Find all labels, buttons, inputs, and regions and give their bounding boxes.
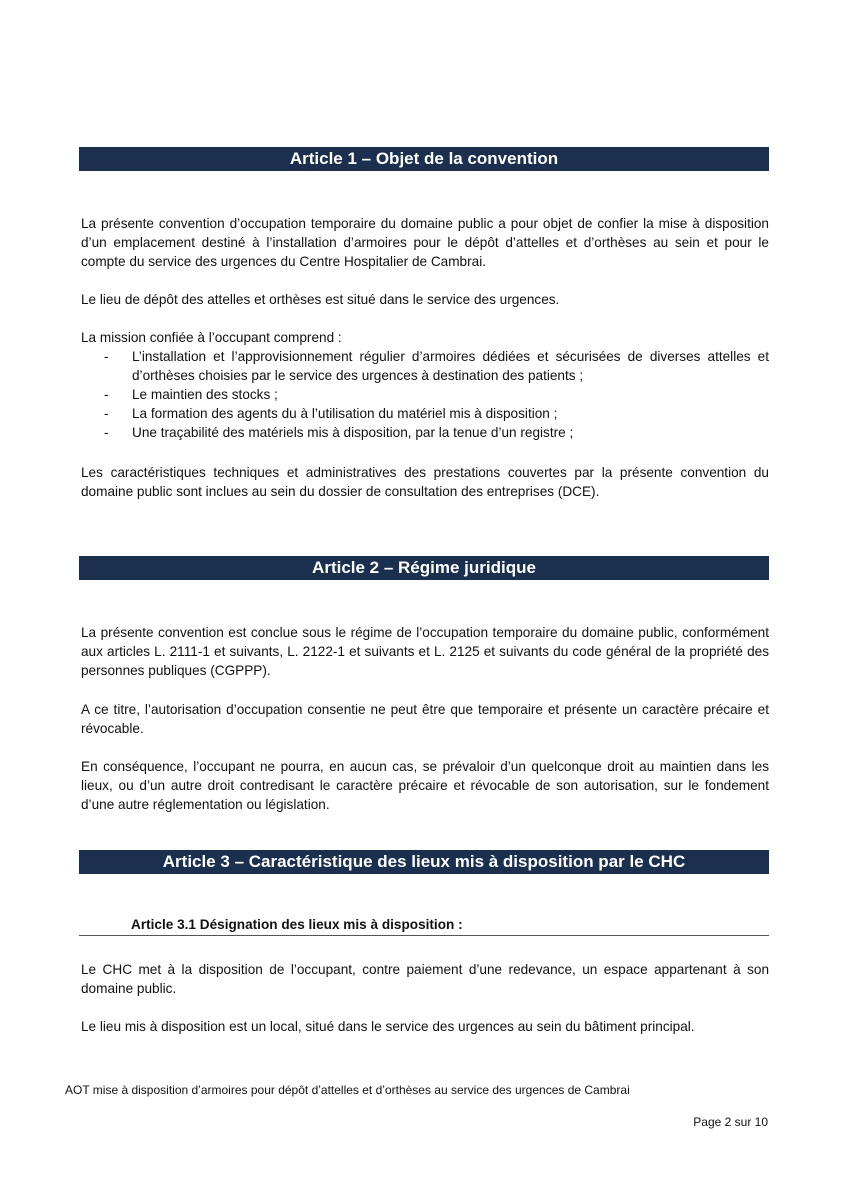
article-2-paragraph-2: A ce titre, l’autorisation d’occupation consentie ne peut être que temporaire et présente un caractère précaire et révocable. — [81, 702, 769, 736]
bullet-marker: - — [104, 349, 109, 364]
list-item-text: La formation des agents du à l’utilisation du matériel mis à disposition ; — [132, 406, 558, 421]
article-1-paragraph-2: Le lieu de dépôt des attelles et orthèses est situé dans le service des urgences. — [81, 292, 560, 307]
article-2-heading: Article 2 – Régime juridique — [79, 556, 769, 580]
article-3-paragraph-2: Le lieu mis à disposition est un local, situé dans le service des urgences au sein du bâtiment principal. — [81, 1019, 695, 1034]
page-number: Page 2 sur 10 — [693, 1115, 768, 1129]
article-2-paragraph-1: La présente convention est conclue sous le régime de l’occupation temporaire du domaine public, conformément aux articles L. 2111-1 et suivants, L. 2122-1 et suivants et L. 2125 et suivants du code général de la propriété des personnes publiques (CGPPP). — [81, 625, 769, 678]
article-1-paragraph-1: La présente convention d’occupation temporaire du domaine public a pour objet de confier la mise à disposition d’un emplacement destiné à l’installation d’armoires pour le dépôt d’attelles et d’orthèses au sein et pour le compte du service des urgences du Centre Hospitalier de Cambrai. — [81, 216, 769, 269]
bullet-marker: - — [104, 425, 109, 440]
bullet-marker: - — [104, 387, 109, 402]
list-item — [81, 385, 769, 404]
list-item-text: Une traçabilité des matériels mis à disposition, par la tenue d’un registre ; — [132, 425, 574, 440]
list-item — [81, 423, 769, 442]
article-1-heading: Article 1 – Objet de la convention — [79, 147, 769, 171]
article-2-paragraph-3: En conséquence, l’occupant ne pourra, en aucun cas, se prévaloir d’un quelconque droit au maintien dans les lieux, ou d’un autre droit contredisant le caractère précaire et révocable de son autorisation, sur le fondement d’une autre réglementation ou législation. — [81, 759, 769, 812]
list-item — [81, 404, 769, 423]
list-item — [81, 347, 769, 385]
article-1-paragraph-3: La mission confiée à l’occupant comprend : — [81, 330, 342, 345]
list-item-text: Le maintien des stocks ; — [132, 387, 278, 402]
subheading-underline — [79, 935, 769, 936]
article-3-heading: Article 3 – Caractéristique des lieux mis à disposition par le CHC — [79, 850, 769, 874]
article-1-mission-list — [81, 347, 769, 442]
article-1-paragraph-4: Les caractéristiques techniques et administratives des prestations couvertes par la présente convention du domaine public sont inclues au sein du dossier de consultation des entreprises (DCE). — [81, 465, 769, 499]
article-3-1-subheading: Article 3.1 Désignation des lieux mis à disposition : — [131, 917, 463, 932]
footer-document-title: AOT mise à disposition d’armoires pour dépôt d’attelles et d’orthèses au service des urgences de Cambrai — [65, 1083, 630, 1097]
article-3-paragraph-1: Le CHC met à la disposition de l’occupant, contre paiement d’une redevance, un espace appartenant à son domaine public. — [81, 962, 769, 996]
list-item-text: L’installation et l’approvisionnement régulier d’armoires dédiées et sécurisées de diverses attelles et d’orthèses choisies par le service des urgences à destination des patients ; — [132, 349, 769, 383]
bullet-marker: - — [104, 406, 109, 421]
